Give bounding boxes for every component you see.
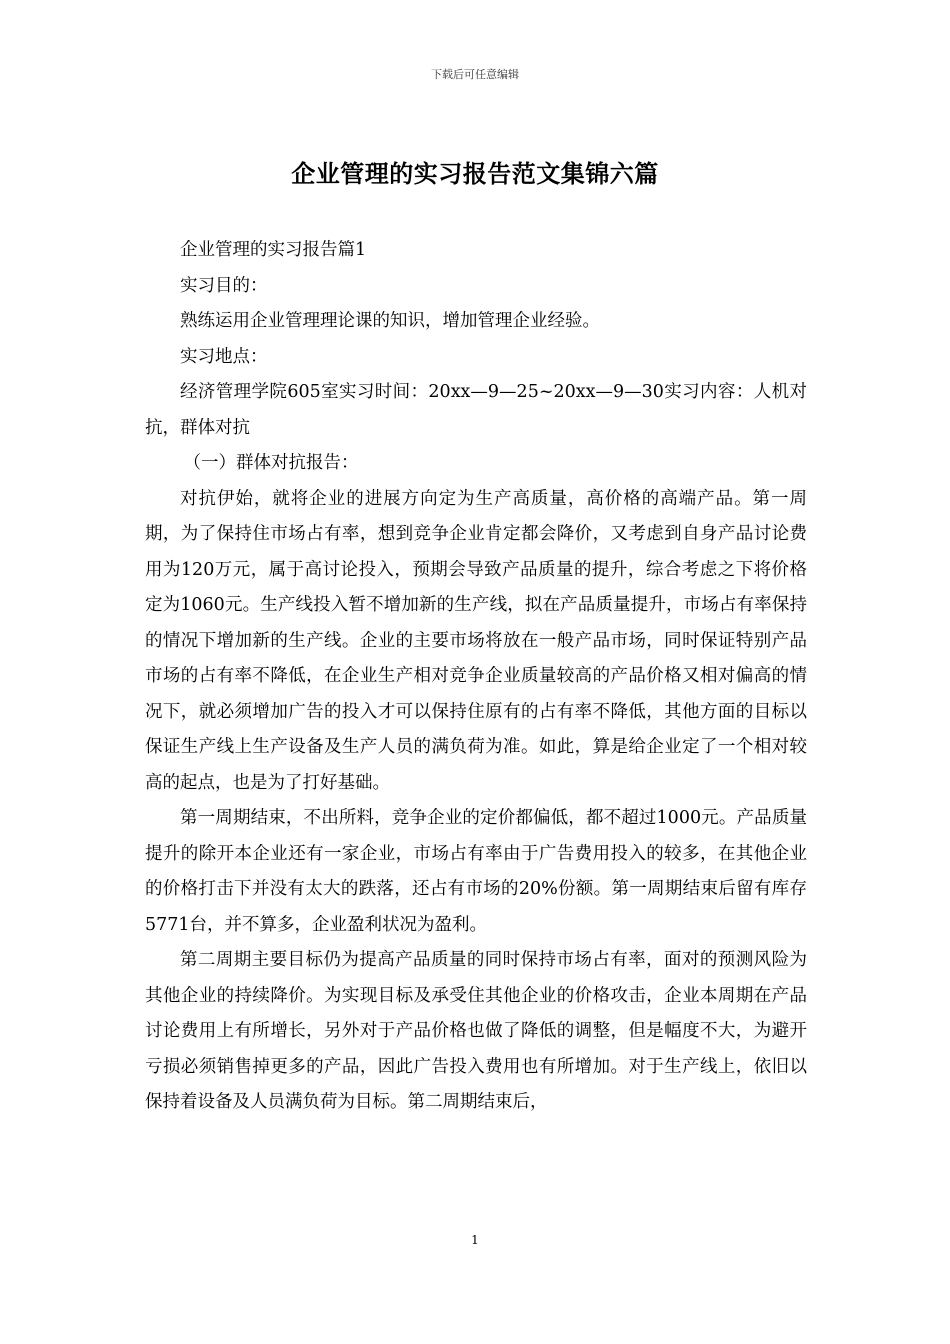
section-heading: 企业管理的实习报告篇1: [180, 240, 367, 260]
subsection-heading: （一）群体对抗报告：: [183, 453, 359, 473]
header-note: 下载后可任意编辑: [431, 68, 519, 81]
paragraph: 经济管理学院605室实习时间：20xx—9—25~20xx—9—30实习内容：人机对抗，群体对抗: [145, 382, 807, 438]
document-body: [145, 233, 807, 1121]
paragraph: 第二周期主要目标仍为提高产品质量的同时保持市场占有率，面对的预测风险为其他企业的持续降价。为实现目标及承受住其他企业的价格攻击，企业本周期在产品讨论费用上有所增长，另外对于产品价格也做了降低的调整，但是幅度不大，为避开亏损必须销售掉更多的产品，因此广告投入费用也有所增加。对于生产线上，依旧以保持着设备及人员满负荷为目标。第二周期结束后，: [145, 950, 807, 1112]
document-title: 企业管理的实习报告范文集锦六篇: [291, 159, 659, 188]
paragraph: 第一周期结束，不出所料，竞争企业的定价都偏低，都不超过1000元。产品质量提升的除开本企业还有一家企业，市场占有率由于广告费用投入的较多，在其他企业的价格打击下并没有太大的跌落，还占有市场的20%份额。第一周期结束后留有库存5771台，并不算多，企业盈利状况为盈利。: [145, 808, 807, 935]
page-number: 1: [471, 1233, 479, 1247]
paragraph: 实习地点：: [180, 346, 268, 367]
paragraph: 对抗伊始，就将企业的进展方向定为生产高质量，高价格的高端产品。第一周期，为了保持住市场占有率，想到竞争企业肯定都会降价，又考虑到自身产品讨论费用为120万元，属于高讨论投入，预期会导致产品质量的提升，综合考虑之下将价格定为1060元。生产线投入暂不增加新的生产线，拟在产品质量提升，市场占有率保持的情况下增加新的生产线。企业的主要市场将放在一般产品市场，同时保证特别产品市场的占有率不降低，在企业生产相对竞争企业质量较高的产品价格又相对偏高的情况下，就必须增加广告的投入才可以保持住原有的占有率不降低，其他方面的目标以保证生产线上生产设备及生产人员的满负荷为准。如此，算是给企业定了一个相对较高的起点，也是为了打好基础。: [145, 488, 807, 793]
paragraph: 熟练运用企业管理理论课的知识，增加管理企业经验。: [180, 311, 600, 331]
paragraph: 实习目的：: [180, 275, 268, 296]
